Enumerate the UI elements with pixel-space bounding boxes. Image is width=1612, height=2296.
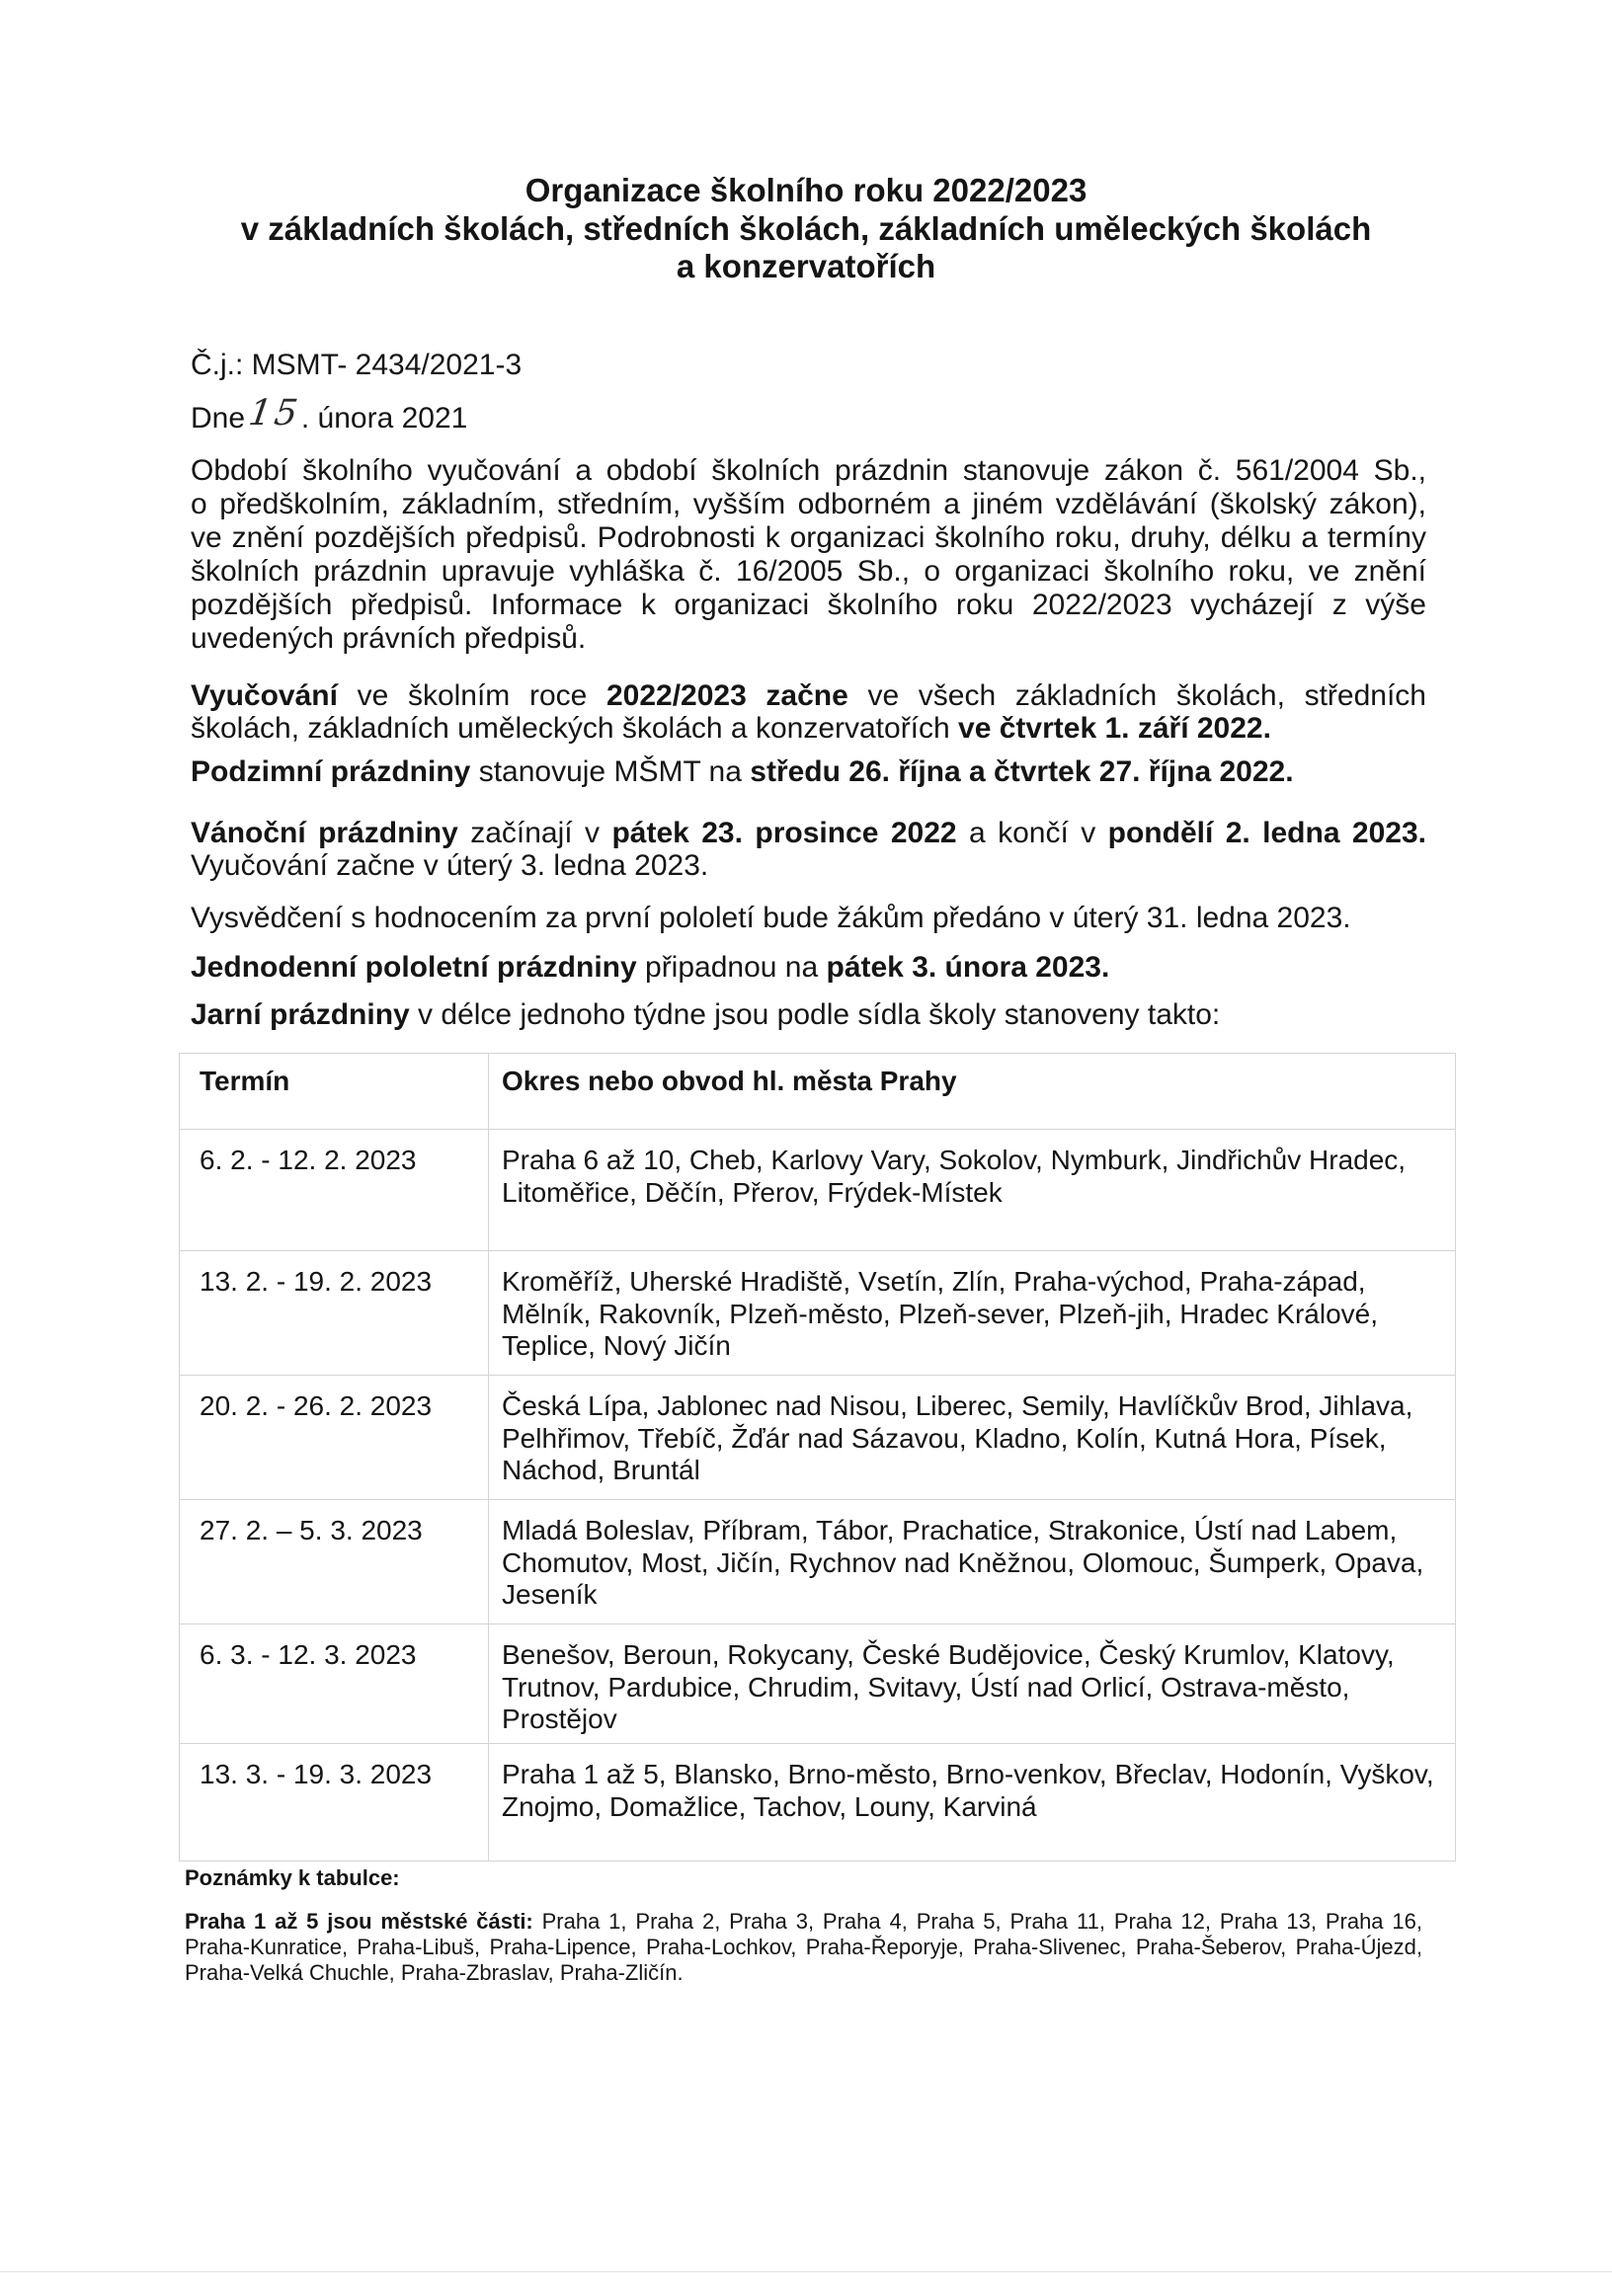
- text-run: školách, základních uměleckých školách a konzervatořích: [191, 712, 959, 745]
- document-title: [0, 172, 1612, 286]
- text-line: [191, 622, 1426, 656]
- text-run: v délce jednoho týdne jsou podle sídla školy stanoveny takto:: [409, 998, 1221, 1031]
- text-run: Praha-Velká Chuchle, Praha-Zbraslav, Praha-Zličín.: [185, 1960, 684, 1985]
- term-cell: 27. 2. – 5. 3. 2023: [200, 1515, 423, 1545]
- district-cell: [488, 1376, 1455, 1499]
- district-line: Znojmo, Domažlice, Tachov, Louny, Karviná: [502, 1790, 1037, 1822]
- reference-number: Č.j.: MSMT- 2434/2021-3: [191, 349, 523, 381]
- table-row: [180, 1744, 1455, 1861]
- text-line: [191, 454, 1426, 488]
- text-run: a končí v: [956, 817, 1108, 849]
- paragraph-legal-basis: [191, 454, 1426, 656]
- paragraph-report-cards: [191, 902, 1426, 935]
- text-line: [191, 555, 1426, 589]
- text-line: [191, 998, 1426, 1032]
- spring-holidays-table: [179, 1053, 1456, 1861]
- term-cell: 20. 2. - 26. 2. 2023: [200, 1390, 433, 1421]
- district-line: Teplice, Nový Jičín: [502, 1330, 731, 1361]
- text-run: ve školním roce: [337, 679, 606, 712]
- document-date: [191, 393, 468, 435]
- text-line: [191, 951, 1426, 985]
- text-line: [191, 488, 1426, 521]
- title-line: v základních školách, středních školách, základních uměleckých školách: [240, 209, 1372, 247]
- text-run: ve všech základních školách, středních: [847, 679, 1426, 712]
- handwritten-day: 15: [246, 393, 303, 434]
- paragraph-autumn-holidays: [191, 755, 1426, 789]
- text-run: Vysvědčení s hodnocením za první pololetí bude žákům předáno v úterý 31. ledna 2023.: [191, 902, 1351, 934]
- term-cell: 6. 3. - 12. 3. 2023: [200, 1639, 417, 1670]
- district-line: Prostějov: [502, 1703, 617, 1734]
- district-line: Jeseník: [502, 1579, 598, 1610]
- paragraph-school-year-start: [191, 679, 1426, 745]
- district-line: Česká Lípa, Jablonec nad Nisou, Liberec, Semily, Havlíčkův Brod, Jihlava,: [502, 1390, 1413, 1421]
- bold-text-run: Podzimní prázdniny: [191, 755, 471, 788]
- text-line: [191, 902, 1426, 935]
- district-line: Trutnov, Pardubice, Chrudim, Svitavy, Ústí nad Orlicí, Ostrava-město,: [502, 1671, 1350, 1702]
- bold-text-run: Vyučování: [191, 679, 338, 712]
- district-line: Mělník, Rakovník, Plzeň-město, Plzeň-sever, Plzeň-jih, Hradec Králové,: [502, 1298, 1379, 1329]
- text-run: Praha 1, Praha 2, Praha 3, Praha 4, Praha 5, Praha 11, Praha 12, Praha 13, Praha 16,: [532, 1909, 1422, 1934]
- table-notes-text: [185, 1909, 1422, 1986]
- bold-text-run: středu 26. října a čtvrtek 27. října 2022.: [750, 755, 1294, 788]
- district-cell: [488, 1624, 1455, 1743]
- text-run: Období školního vyučování a období školních prázdnin stanovuje zákon č. 561/2004 Sb.,: [191, 454, 1426, 487]
- bold-text-run: Vánoční prázdniny: [191, 817, 458, 849]
- text-run: Vyučování začne v úterý 3. ledna 2023.: [191, 849, 709, 882]
- text-run: pozdějších předpisů. Informace k organizaci školního roku 2022/2023 vycházejí z výše: [191, 589, 1426, 621]
- district-cell: [488, 1500, 1455, 1623]
- table-row: [180, 1376, 1455, 1500]
- bold-text-run: ve čtvrtek 1. září 2022.: [958, 712, 1271, 745]
- table-header-row: [180, 1054, 1455, 1130]
- table-row: [180, 1130, 1455, 1251]
- paragraph-christmas-holidays: [191, 817, 1426, 882]
- text-line: [191, 521, 1426, 555]
- paragraph-spring-holidays: [191, 998, 1426, 1032]
- bold-text-run: Jednodenní pololetní prázdniny: [191, 951, 637, 984]
- scan-edge-line: [0, 2271, 1612, 2272]
- text-run: Praha-Kunratice, Praha-Libuš, Praha-Lipence, Praha-Lochkov, Praha-Řeporyje, Praha-Slivenec, Praha-Šeberov, Praha-Újezd,: [185, 1935, 1422, 1959]
- district-cell: [488, 1744, 1455, 1861]
- title-line: Organizace školního roku 2022/2023: [524, 172, 1088, 208]
- text-run: uvedených právních předpisů.: [191, 622, 587, 655]
- bold-text-run: 2022/2023 začne: [605, 679, 848, 712]
- bold-text-run: pátek 3. února 2023.: [826, 951, 1110, 984]
- district-line: Praha 6 až 10, Cheb, Karlovy Vary, Sokolov, Nymburk, Jindřichův Hradec,: [502, 1145, 1407, 1175]
- text-run: školních prázdnin upravuje vyhláška č. 16/2005 Sb., o organizaci školního roku, ve znění: [191, 555, 1426, 588]
- term-cell: 13. 2. - 19. 2. 2023: [200, 1266, 433, 1297]
- term-cell: 6. 2. - 12. 2. 2023: [200, 1145, 417, 1175]
- paragraph-half-term-holiday: [191, 951, 1426, 985]
- table-notes-heading: Poznámky k tabulce:: [185, 1865, 400, 1890]
- note-line: [185, 1909, 1422, 1935]
- bold-text-run: Praha 1 až 5 jsou městské části:: [185, 1909, 533, 1934]
- text-line: [191, 679, 1426, 712]
- header-district: Okres nebo obvod hl. města Prahy: [488, 1054, 1455, 1129]
- date-rest: . února 2021: [300, 402, 468, 435]
- district-line: Benešov, Beroun, Rokycany, České Budějovice, Český Krumlov, Klatovy,: [502, 1639, 1395, 1670]
- text-run: začínají v: [457, 817, 612, 849]
- bold-text-run: pátek 23. prosince 2022: [611, 817, 957, 849]
- text-run: stanovuje MŠMT na: [470, 755, 751, 788]
- table-row: [180, 1500, 1455, 1624]
- note-line: [185, 1960, 1422, 1986]
- table-row: [180, 1624, 1455, 1744]
- header-term: Termín: [200, 1066, 290, 1096]
- title-line: a konzervatořích: [676, 248, 936, 284]
- district-line: Praha 1 až 5, Blansko, Brno-město, Brno-venkov, Břeclav, Hodonín, Vyškov,: [502, 1759, 1434, 1789]
- bold-text-run: pondělí 2. ledna 2023.: [1107, 817, 1426, 849]
- term-cell: 13. 3. - 19. 3. 2023: [200, 1759, 433, 1789]
- text-line: [191, 849, 1426, 882]
- district-cell: [488, 1130, 1455, 1250]
- district-cell: [488, 1251, 1455, 1375]
- text-run: ve znění pozdějších předpisů. Podrobnosti k organizaci školního roku, druhy, délku a termíny: [191, 521, 1426, 554]
- date-prefix: Dne: [191, 402, 246, 435]
- district-line: Litoměřice, Děčín, Přerov, Frýdek-Místek: [502, 1176, 1003, 1208]
- text-line: [191, 589, 1426, 622]
- district-line: Mladá Boleslav, Příbram, Tábor, Prachatice, Strakonice, Ústí nad Labem,: [502, 1515, 1398, 1545]
- text-line: [191, 712, 1426, 745]
- table-row: [180, 1251, 1455, 1376]
- text-run: o předškolním, základním, středním, vyšším odborném a jiném vzdělávání (školský zákon),: [191, 488, 1426, 520]
- note-line: [185, 1935, 1422, 1960]
- district-line: Kroměříž, Uherské Hradiště, Vsetín, Zlín, Praha-východ, Praha-západ,: [502, 1266, 1366, 1297]
- district-line: Chomutov, Most, Jičín, Rychnov nad Kněžnou, Olomouc, Šumperk, Opava,: [502, 1546, 1424, 1578]
- district-line: Náchod, Bruntál: [502, 1455, 700, 1485]
- bold-text-run: Jarní prázdniny: [191, 998, 410, 1031]
- text-line: [191, 755, 1426, 789]
- text-run: připadnou na: [636, 951, 827, 984]
- district-line: Pelhřimov, Třebíč, Žďár nad Sázavou, Kladno, Kolín, Kutná Hora, Písek,: [502, 1422, 1387, 1454]
- text-line: [191, 817, 1426, 849]
